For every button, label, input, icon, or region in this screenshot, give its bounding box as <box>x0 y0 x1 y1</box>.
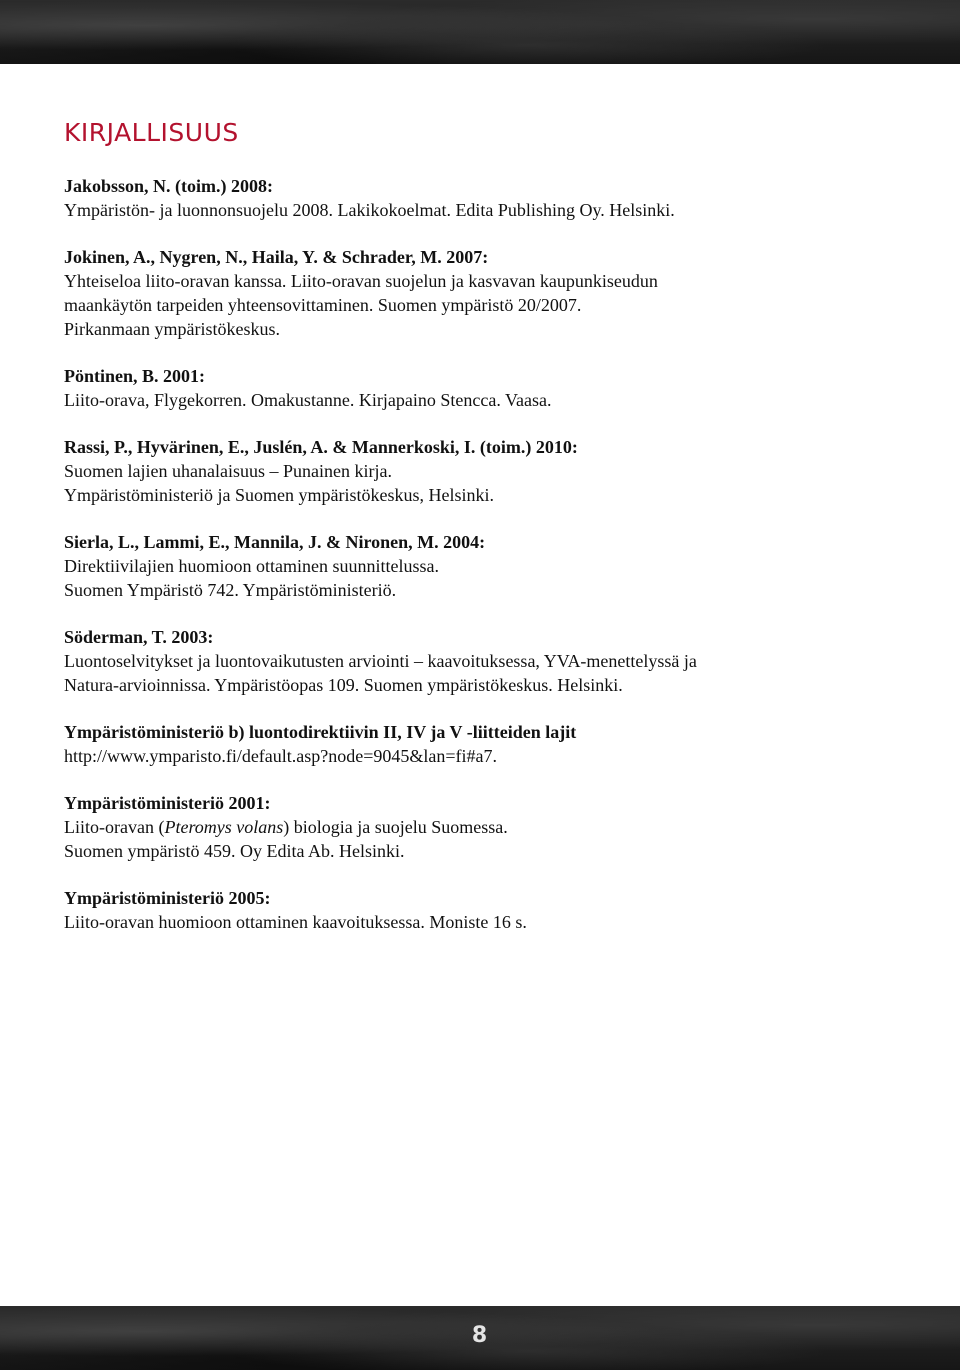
reference-author: Jokinen, A., Nygren, N., Haila, Y. & Schrader, M. 2007: <box>64 247 489 267</box>
reference-author: Sierla, L., Lammi, E., Mannila, J. & Nironen, M. 2004: <box>64 532 486 552</box>
header-band <box>0 0 960 64</box>
reference-author: Jakobsson, N. (toim.) 2008: <box>64 176 274 196</box>
page-content <box>64 118 904 957</box>
reference-line: Ympäristöministeriö ja Suomen ympäristökeskus, Helsinki. <box>64 485 494 505</box>
reference-line: maankäytön tarpeiden yhteensovittaminen. Suomen ympäristö 20/2007. <box>64 295 582 315</box>
reference-entry <box>64 791 904 863</box>
reference-entry <box>64 364 904 412</box>
reference-line: Natura-arvioinnissa. Ympäristöopas 109. Suomen ympäristökeskus. Helsinki. <box>64 675 623 695</box>
page-number: 8 <box>471 1323 489 1348</box>
reference-url[interactable]: http://www.ymparisto.fi/default.asp?node=9045&lan=fi#a7. <box>64 746 498 766</box>
reference-entry <box>64 530 904 602</box>
reference-line <box>64 815 904 839</box>
reference-line: Liito-oravan huomioon ottaminen kaavoituksessa. Moniste 16 s. <box>64 912 527 932</box>
reference-text: ) biologia ja suojelu Suomessa. <box>283 817 508 837</box>
reference-entry <box>64 174 904 222</box>
reference-line: Liito-orava, Flygekorren. Omakustanne. Kirjapaino Stencca. Vaasa. <box>64 390 552 410</box>
reference-author: Ympäristöministeriö 2001: <box>64 793 271 813</box>
section-heading: KIRJALLISUUS <box>64 118 239 147</box>
reference-line: Suomen Ympäristö 742. Ympäristöministeriö. <box>64 580 397 600</box>
reference-text: Liito-oravan ( <box>64 817 165 837</box>
reference-line: Ympäristön- ja luonnonsuojelu 2008. Lakikokoelmat. Edita Publishing Oy. Helsinki. <box>64 200 675 220</box>
reference-entry <box>64 435 904 507</box>
reference-line: Luontoselvitykset ja luontovaikutusten arviointi – kaavoituksessa, YVA-menettelyssä ja <box>64 651 697 671</box>
reference-author: Ympäristöministeriö b) luontodirektiivin II, IV ja V -liitteiden lajit <box>64 722 577 742</box>
reference-entry <box>64 625 904 697</box>
reference-author: Rassi, P., Hyvärinen, E., Juslén, A. & Mannerkoski, I. (toim.) 2010: <box>64 437 578 457</box>
reference-line: Pirkanmaan ympäristökeskus. <box>64 319 280 339</box>
reference-line: Yhteiseloa liito-oravan kanssa. Liito-oravan suojelun ja kasvavan kaupunkiseudun <box>64 271 658 291</box>
reference-entry <box>64 720 904 768</box>
reference-author: Ympäristöministeriö 2005: <box>64 888 271 908</box>
reference-entry <box>64 245 904 341</box>
reference-line: Direktiivilajien huomioon ottaminen suunnittelussa. <box>64 556 439 576</box>
reference-author: Pöntinen, B. 2001: <box>64 366 206 386</box>
reference-line: Suomen lajien uhanalaisuus – Punainen kirja. <box>64 461 392 481</box>
species-name: Pteromys volans <box>164 817 284 837</box>
reference-entry <box>64 886 904 934</box>
reference-line: Suomen ympäristö 459. Oy Edita Ab. Helsinki. <box>64 841 405 861</box>
reference-author: Söderman, T. 2003: <box>64 627 214 647</box>
